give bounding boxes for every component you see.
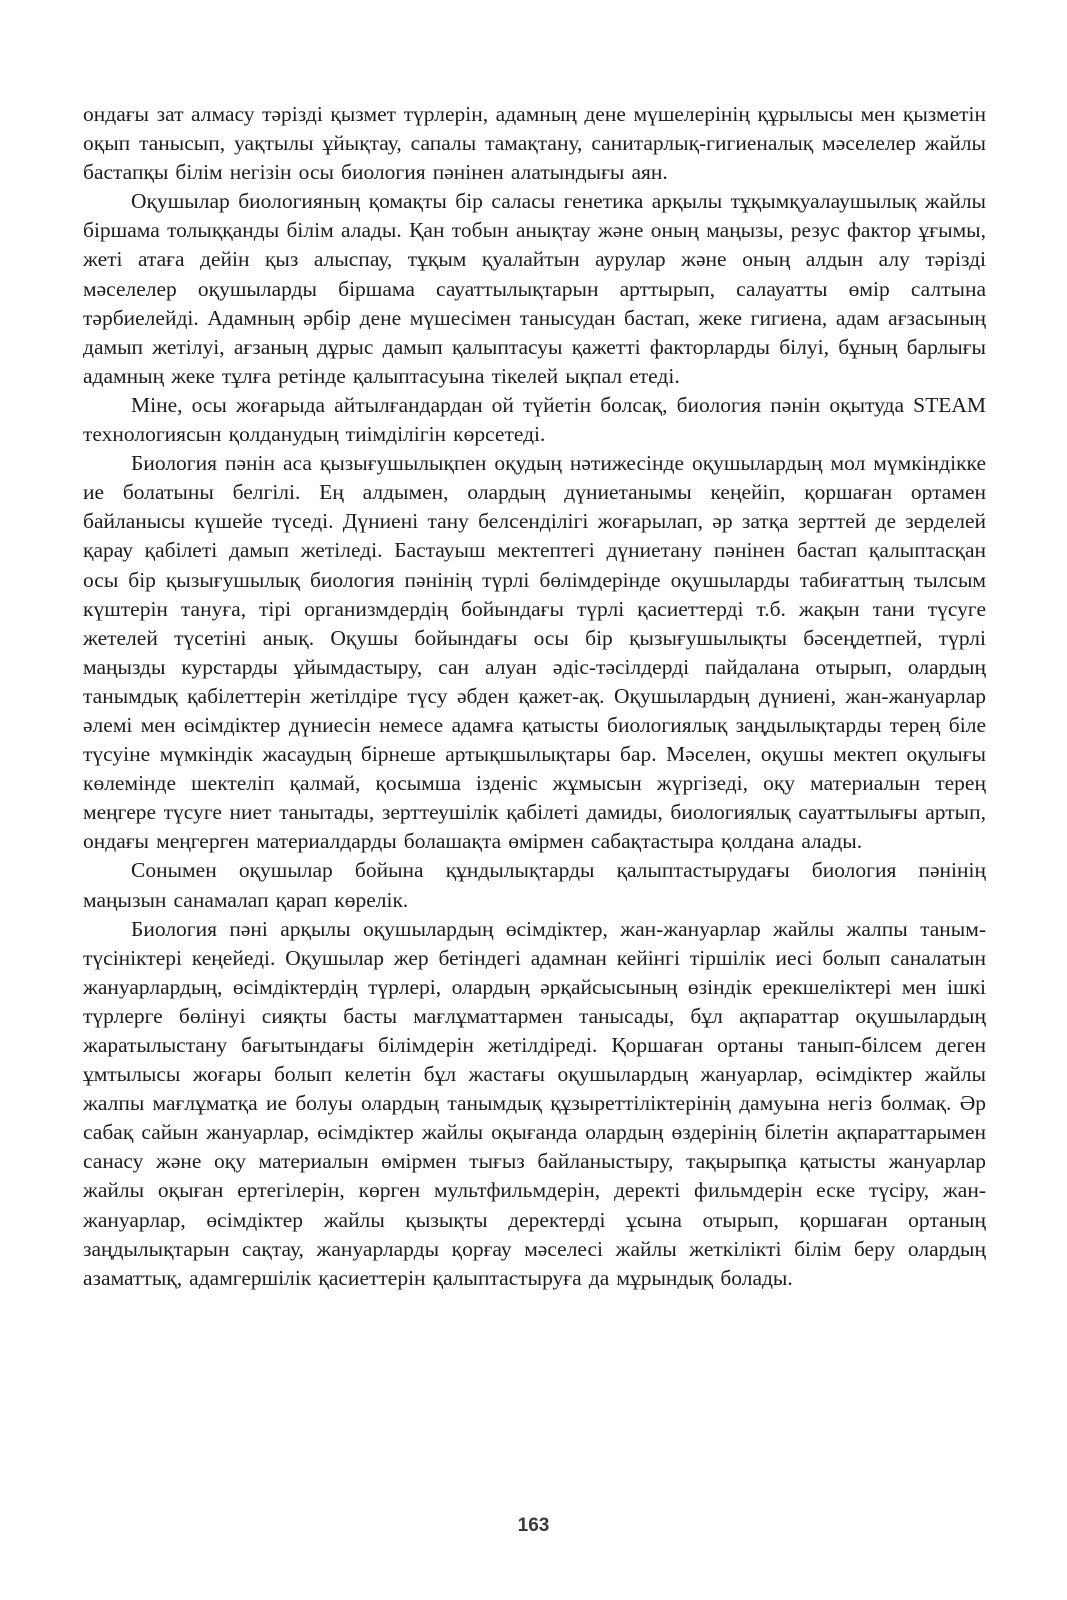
page-body-text: [83, 100, 986, 1293]
paragraph: Сонымен оқушылар бойына құндылықтарды қалыптастырудағы биология пәнінің маңызын санамалап қарап көрелік.: [83, 858, 986, 912]
paragraph: Оқушылар биологияның қомақты бір саласы генетика арқылы тұқымқуалаушылық жайлы біршама толыққанды білім алады. Қан тобын анықтау және оның маңызы, резус фактор ұғымы, жеті атаға дейін қыз алыспау, тұқым қуалайтын аурулар және оның алдын алу тәрізді мәселелер оқушыларды біршама сауаттылықтарын арттырып, салауатты өмір салтына тәрбиелейді. Адамның әрбір дене мүшесімен танысудан бастап, жеке гигиена, адам ағзасының дамып жетілуі, ағзаның дұрыс дамып қалыптасуы қажетті факторларды білуі, бұның барлығы адамның жеке тұлға ретінде қалыптасуына тікелей ықпал етеді.: [83, 189, 986, 388]
paragraph: Биология пәні арқылы оқушылардың өсімдіктер, жан-жануарлар жайлы жалпы таным-түсініктері кеңейеді. Оқушылар жер бетіндегі адамнан кейінгі тіршілік иесі болып саналатын жануарлардың, өсімдіктердің түрлері, олардың әрқайсысының өзіндік ерекшеліктері мен ішкі түрлерге бөлінуі сияқты басты мағлұматтармен танысады, бұл ақпараттар оқушылардың жаратылыстану бағытындағы білімдерін жетілдіреді. Қоршаған ортаны танып-білсем деген ұмтылысы жоғары болып келетін бұл жастағы оқушылардың жануарлар, өсімдіктер жайлы жалпы мағлұматқа ие болуы олардың танымдық құзыреттіліктерінің дамуына негіз болмақ. Әр сабақ сайын жануарлар, өсімдіктер жайлы оқығанда олардың өздерінің білетін ақпараттарымен санасу және оқу материалын өмірмен тығыз байланыстыру, тақырыпқа қатысты жануарлар жайлы оқыған ертегілерін, көрген мультфильмдерін, деректі фильмдерін еске түсіру, жан-жануарлар, өсімдіктер жайлы қызықты деректерді ұсына отырып, қоршаған ортаның заңдылықтарын сақтау, жануарларды қорғау мәселесі жайлы жеткілікті білім беру олардың азаматтық, адамгершілік қасиеттерін қалыптастыруға да мұрындық болады.: [83, 916, 986, 1290]
paragraph: Биология пәнін аса қызығушылықпен оқудың нәтижесінде оқушылардың мол мүмкіндікке ие болатыны белгілі. Ең алдымен, олардың дүниетанымы кеңейіп, қоршаған ортамен байланысы күшейе түседі. Дүниені тану белсенділігі жоғарылап, әр затқа зерттей де зерделей қарау қабілеті дамып жетіледі. Бастауыш мектептегі дүниетану пәнінен бастап қалыптасқан осы бір қызығушылық биология пәнінің түрлі бөлімдерінде оқушыларды табиғаттың тылсым күштерін тануға, тірі организмдердің бойындағы түрлі қасиеттерді т.б. жақын тани түсуге жетелей түсетіні анық. Оқушы бойындағы осы бір қызығушылықты бәсеңдетпей, түрлі маңызды курстарды ұйымдастыру, сан алуан әдіс-тәсілдерді пайдалана отырып, олардың танымдық қабілеттерін жетілдіре түсу әбден қажет-ақ. Оқушылардың дүниені, жан-жануарлар әлемі мен өсімдіктер дүниесін немесе адамға қатысты биологиялық заңдылықтарды терең біле түсуіне мүмкіндік жасаудың бірнеше артықшылықтары бар. Мәселен, оқушы мектеп оқулығы көлемінде шектеліп қалмай, қосымша ізденіс жұмысын жүргізеді, оқу материалын терең меңгере түсуге ниет танытады, зерттеушілік қабілеті дамиды, биологиялық сауаттылығы артып, ондағы меңгерген материалдарды болашақта өмірмен сабақтастыра қолдана алады.: [83, 451, 986, 854]
paragraph: ондағы зат алмасу тәрізді қызмет түрлерін, адамның дене мүшелерінің құрылысы мен қызметін оқып танысып, уақтылы ұйықтау, сапалы тамақтану, санитарлық-гигиеналық мәселелер жайлы бастапқы білім негізін осы биология пәнінен алатындығы аян.: [83, 102, 986, 185]
paragraph: Міне, осы жоғарыда айтылғандардан ой түйетін болсақ, биология пәнін оқытуда STEAM технологиясын қолданудың тиімділігін көрсетеді.: [83, 392, 986, 447]
page-number: 163: [517, 1515, 550, 1536]
